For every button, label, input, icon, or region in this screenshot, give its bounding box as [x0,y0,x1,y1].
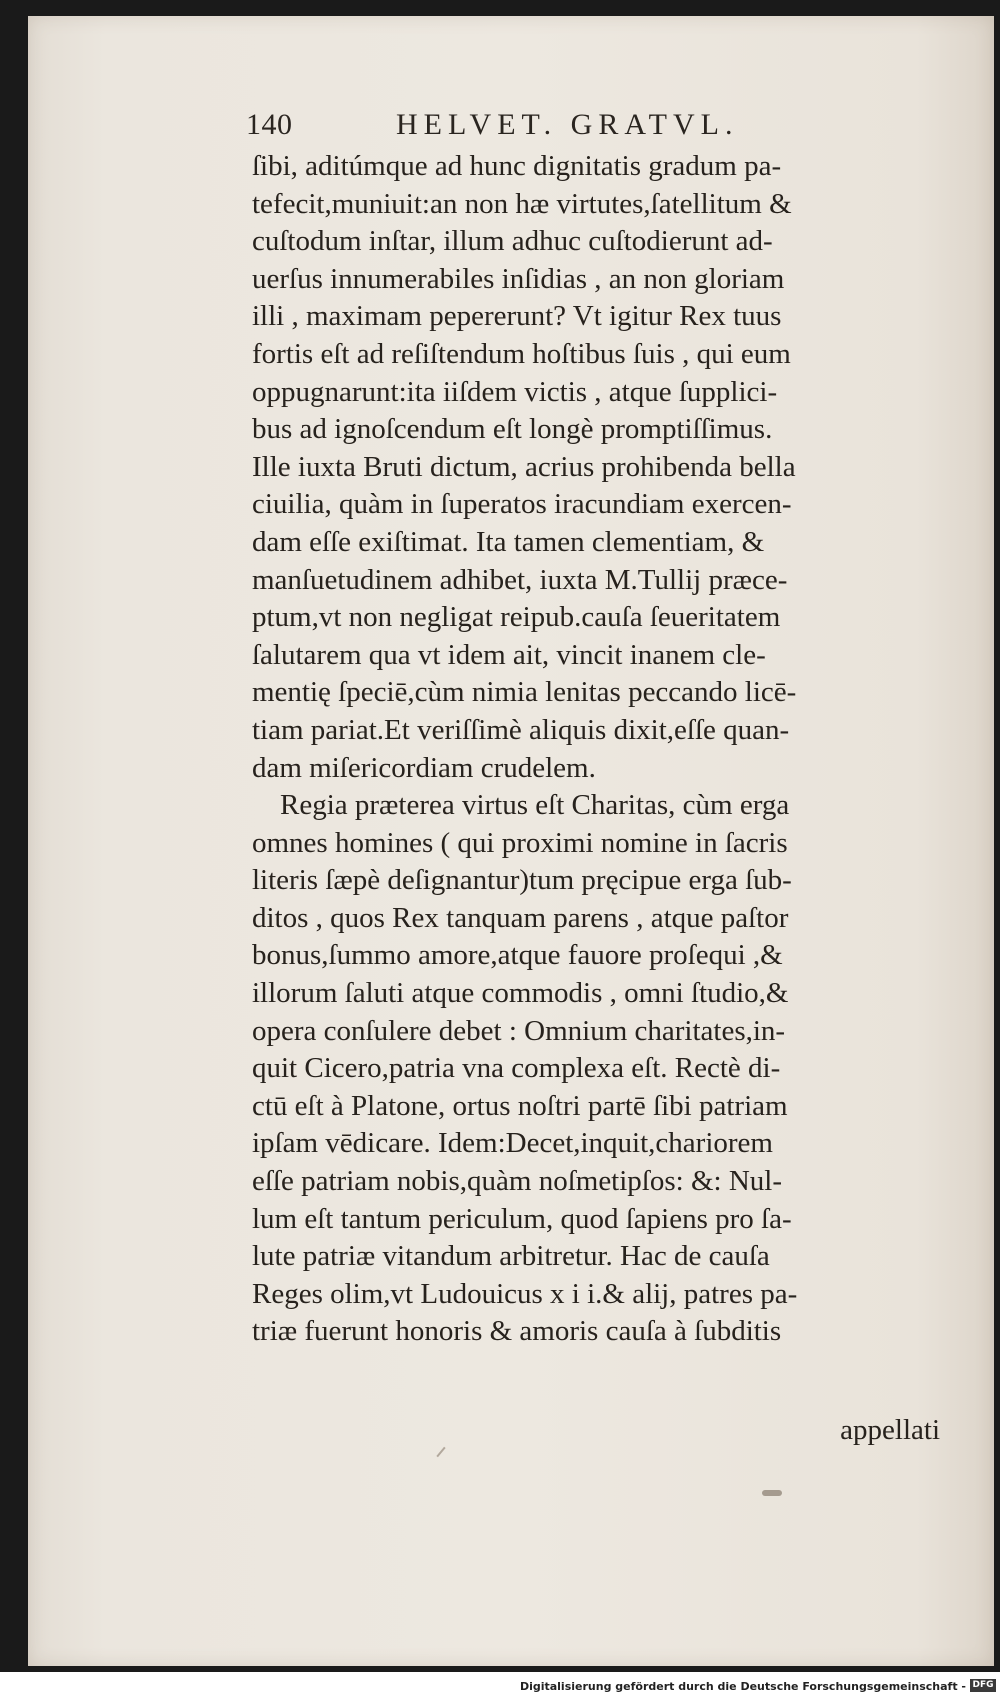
text-line: tefecit,muniuit:an non hæ virtutes,ſatellitum & [252,187,792,220]
text-line: cuſtodum inſtar, illum adhuc cuſtodierunt ad- [252,225,773,258]
ink-smudge [762,1490,782,1496]
funding-credit: Digitalisierung gefördert durch die Deutsche Forschungsgemeinschaft - [519,1680,966,1693]
text-line: ptum,vt non negligat reipub.cauſa ſeueritatem [252,601,781,634]
text-line: ctū eſt à Platone, ortus noſtri partē ſibi patriam [252,1089,788,1122]
text-line: quit Cicero,patria vna complexa eſt. Rectè di- [252,1052,781,1085]
text-line: ciuilia, quàm in ſuperatos iracundiam exercen- [252,488,792,521]
text-line: illorum ſaluti atque commodis , omni ſtudio,& [252,977,789,1010]
text-line: Reges olim,vt Ludouicus x i i.& alij, patres pa- [252,1277,798,1310]
text-line: dam eſſe exiſtimat. Ita tamen clementiam, & [252,525,765,558]
catchword: appellati [840,1414,940,1446]
text-line: uerſus innumerabiles inſidias , an non gloriam [252,262,785,295]
running-title: HELVET. GRATVL. [396,108,739,141]
text-line: dam miſericordiam crudelem. [252,751,596,784]
text-line: Ille iuxta Bruti dictum, acrius prohibenda bella [252,450,796,483]
text-line: ſalutarem qua vt idem ait, vincit inanem cle- [252,638,766,671]
text-line: eſſe patriam nobis,quàm noſmetipſos: &: Nul- [252,1165,782,1198]
text-line: fortis eſt ad reſiſtendum hoſtibus ſuis , qui eum [252,337,791,370]
text-line: ipſam vēdicare. Idem:Decet,inquit,chariorem [252,1127,773,1160]
footer-bar [0,1672,1000,1698]
text-line: omnes homines ( qui proximi nomine in ſacris [252,826,788,859]
text-line: opera conſulere debet : Omnium charitates,in- [252,1014,786,1047]
text-line: lum eſt tantum periculum, quod ſapiens pro ſa- [252,1202,792,1235]
text-line: ditos , quos Rex tanquam parens , atque paſtor [252,901,789,934]
text-line: oppugnarunt:ita iiſdem victis , atque ſupplici- [252,375,778,408]
text-line: ſibi, aditúmque ad hunc dignitatis gradum pa- [252,150,782,182]
body-text [252,148,938,1351]
text-line: bonus,ſummo amore,atque fauore proſequi ,& [252,939,783,972]
text-line: mentię ſpeciē,cùm nimia lenitas peccando licē- [252,676,797,709]
dfg-logo: DFG [970,1679,996,1692]
text-line: manſuetudinem adhibet, iuxta M.Tullij præce- [252,563,788,596]
paragraph-start-line: Regia præterea virtus eſt Charitas, cùm erga [280,789,790,822]
text-line: triæ fuerunt honoris & amoris cauſa à ſubditis [252,1315,782,1348]
page-header [246,104,946,148]
text-line: illi , maximam pepererunt? Vt igitur Rex tuus [252,300,782,333]
text-line: bus ad ignoſcendum eſt longè promptiſſimus. [252,413,773,446]
text-line: tiam pariat.Et veriſſimè aliquis dixit,eſſe quan- [252,713,790,746]
text-line: lute patriæ vitandum arbitretur. Hac de cauſa [252,1240,770,1273]
page-number: 140 [246,108,293,141]
text-line: literis ſæpè deſignantur)tum pręcipue erga ſub- [252,864,792,897]
